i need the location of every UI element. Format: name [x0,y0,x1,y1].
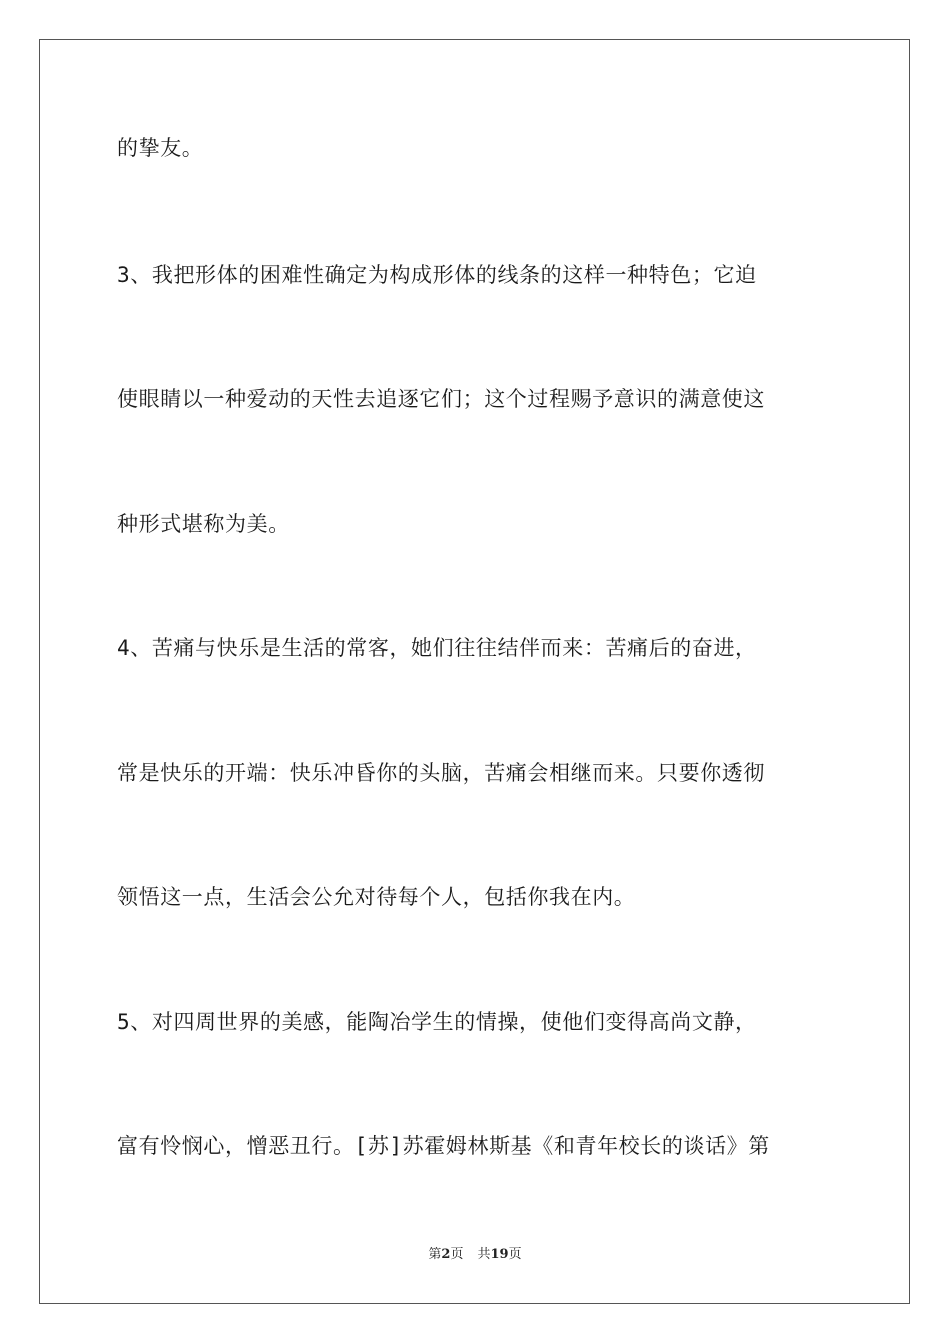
total-pages: 19 [490,1247,509,1262]
text-line: 使眼睛以一种爱动的天性去追逐它们；这个过程赐予意识的满意使这 [117,387,765,411]
text-line: 领悟这一点，生活会公允对待每个人，包括你我在内。 [117,885,636,909]
page-number: 2 [441,1247,451,1262]
text-line: 的挚友。 [117,136,204,160]
page-prefix: 第 [428,1247,442,1262]
text-line: 常是快乐的开端：快乐冲昏你的头脑，苦痛会相继而来。只要你透彻 [117,761,765,785]
page-suffix: 页 [450,1247,464,1262]
text-line: 4、苦痛与快乐是生活的常客，她们往往结伴而来：苦痛后的奋进， [117,636,757,660]
total-prefix: 共 [477,1247,491,1262]
text-line: 富有怜悯心，憎恶丑行。[苏]苏霍姆林斯基《和青年校长的谈话》第 [117,1134,770,1158]
total-suffix: 页 [508,1247,522,1262]
page-border [39,39,910,1304]
text-line: 5、对四周世界的美感，能陶冶学生的情操，使他们变得高尚文静， [117,1010,757,1034]
text-line: 种形式堪称为美。 [117,512,290,536]
text-line: 3、我把形体的困难性确定为构成形体的线条的这样一种特色；它迫 [117,263,757,287]
page-footer [0,1246,950,1264]
